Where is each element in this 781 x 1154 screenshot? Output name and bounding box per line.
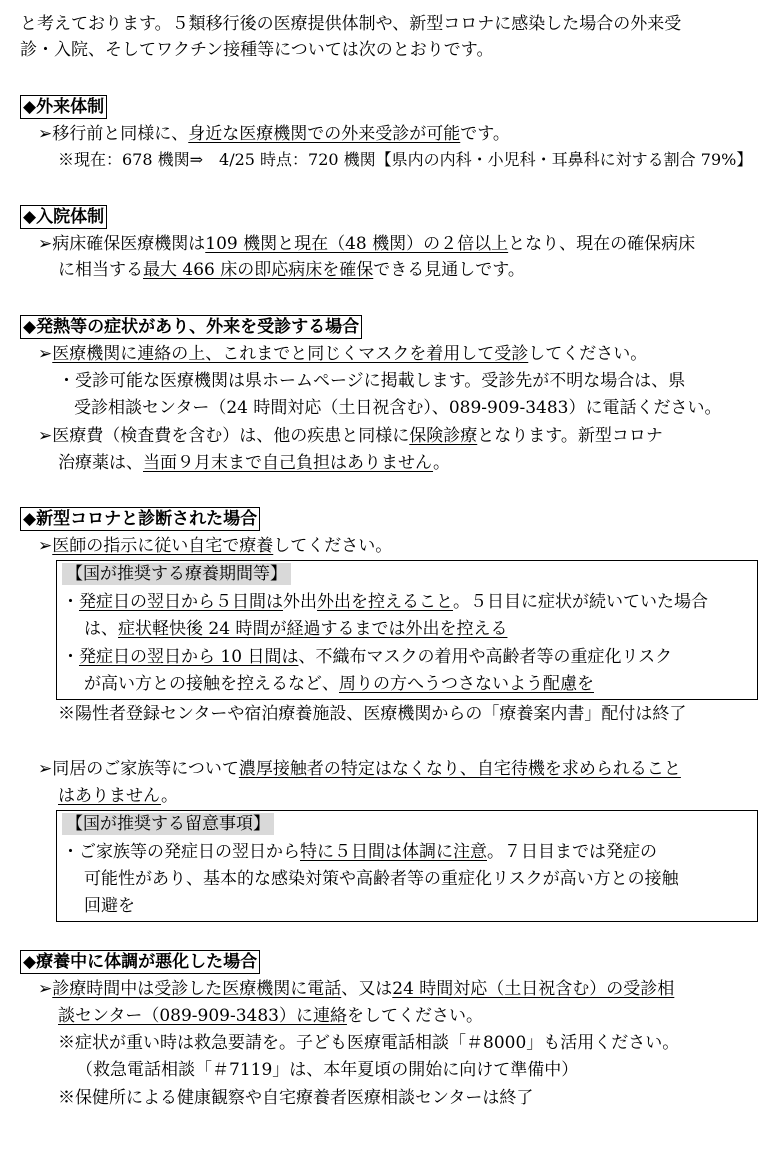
text: してください。: [273, 536, 393, 556]
underlined-text: 診療時間中は受診した医療機関に電話: [52, 979, 342, 999]
heading-diagnosed: ◆新型コロナと診断された場合: [20, 507, 260, 531]
intro-line-2: 診・入院、そしてワクチン接種等については次のとおりです。: [20, 40, 494, 60]
outpatient-note: ※現在：678 機関⇒ 4/25 時点：720 機関【県内の内科・小児科・耳鼻科に対する割合 79%】: [58, 150, 753, 169]
text: となり、現在の確保病床: [508, 234, 696, 254]
outpatient-bullet-1: [38, 122, 510, 146]
worsened-note-2: （救急電話相談「＃7119」は、本年夏頃の開始に向けて準備中）: [76, 1060, 579, 1080]
box1-item-1-line-2: [84, 617, 507, 641]
worsened-line-1: [38, 977, 674, 1001]
text: してください。: [528, 344, 648, 364]
box1-item-1-line-1: [62, 590, 708, 614]
box2-line-3: 回避を: [84, 896, 135, 916]
text: 、不織布マスクの着用や高齢者等の重症化リスク: [298, 647, 673, 667]
fever-bullet-2-line-1: [38, 424, 663, 448]
underlined-text: 身近な医療機関での外来受診が可能: [188, 124, 461, 144]
underlined-text: 医師の指示に従い自宅で療養: [52, 536, 274, 556]
underlined-text: 当面９月末まで自己負担はありません: [143, 453, 434, 473]
inpatient-line-1: [38, 232, 695, 256]
underlined-text: 談センター（089-909-3483）に連絡: [58, 1006, 347, 1026]
fever-bullet-1: [38, 342, 647, 366]
text: 。５日目に症状が続いていた場合: [453, 592, 708, 612]
text: となります。新型コロナ: [477, 426, 663, 446]
fever-sub-line-1: ・受診可能な医療機関は県ホームページに掲載します。受診先が不明な場合は、県: [58, 371, 686, 391]
text: ・: [62, 592, 79, 612]
text: が高い方との接触を控えるなど、: [84, 674, 339, 694]
box2-line-2: 可能性があり、基本的な感染対策や高齢者等の重症化リスクが高い方との接触: [84, 869, 679, 889]
underlined-text: 109 機関と現在（48 機関）の２倍以上: [205, 234, 509, 254]
text: ・: [62, 647, 79, 667]
underlined-text: 保険診療: [409, 426, 478, 446]
heading-outpatient: ◆外来体制: [20, 95, 107, 119]
text: 治療薬は、: [58, 453, 143, 473]
underlined-text: 発症日の翌日から５日間は: [79, 592, 283, 612]
text: ➢移行前と同様に、: [38, 124, 189, 144]
underlined-text: 最大 466 床の即応病床を確保: [143, 260, 374, 280]
text: ➢医療費（検査費を含む）は、他の疾患と同様に: [38, 426, 410, 446]
text: に相当する: [58, 260, 143, 280]
worsened-note-3: ※保健所による健康観察や自宅療養者医療相談センターは終了: [58, 1088, 534, 1108]
heading-worsened: ◆療養中に体調が悪化した場合: [20, 950, 260, 974]
text: をしてください。: [346, 1006, 483, 1026]
box1-item-2-line-1: [62, 645, 672, 669]
diagnosed-bullet-2-line-2: [58, 784, 178, 808]
text: ➢: [38, 344, 53, 364]
fever-bullet-2-line-2: [58, 451, 450, 475]
text: です。: [460, 124, 510, 144]
underlined-text: はありません: [58, 786, 162, 806]
recommended-period-box-title: 【国が推奨する療養期間等】: [62, 563, 291, 585]
worsened-note-1: ※症状が重い時は救急要請を。子ども医療電話相談「＃8000」も活用ください。: [58, 1033, 680, 1053]
box1-item-2-line-2: [84, 672, 594, 696]
diagnosed-bullet-2-line-1: [38, 757, 681, 781]
fever-sub-line-2: 受診相談センター（24 時間対応（土日祝含む）、089-909-3483）に電話ください。: [74, 398, 722, 418]
inpatient-line-2: [58, 258, 525, 282]
diagnosed-note: ※陽性者登録センターや宿泊療養施設、医療機関からの「療養案内書」配付は終了: [58, 704, 687, 724]
underlined-text: 医療機関に連絡の上、これまでと同じくマスクを着用して受診: [52, 344, 529, 364]
text: 。７日目までは発症の: [487, 842, 657, 862]
underlined-text: 外出を控えること: [317, 592, 453, 612]
text: 。: [433, 453, 451, 473]
underlined-text: 濃厚接触者の特定はなくなり、自宅待機を求められること: [238, 759, 681, 779]
box2-line-1: [62, 840, 657, 864]
underlined-text: 症状軽快後 24 時間が経過するまでは外出を控える: [118, 619, 508, 639]
intro-line-1: と考えております。５類移行後の医療提供体制や、新型コロナに感染した場合の外来受: [20, 14, 682, 34]
text: ➢: [38, 979, 53, 999]
text: ➢病床確保医療機関は: [38, 234, 206, 254]
text: ➢同居のご家族等について: [38, 759, 239, 779]
text: できる見通しです。: [373, 260, 525, 280]
heading-fever: ◆発熱等の症状があり、外来を受診する場合: [20, 315, 362, 339]
underlined-text: 特に５日間は体調に注意: [300, 842, 487, 862]
underlined-text: 24 時間対応（土日祝含む）の受診相: [392, 979, 675, 999]
precautions-box-title: 【国が推奨する留意事項】: [62, 813, 274, 835]
text: ・ご家族等の発症日の翌日から: [62, 842, 300, 862]
worsened-line-2: [58, 1004, 483, 1028]
text: は、: [84, 619, 118, 639]
text: 。: [161, 786, 179, 806]
diagnosed-bullet-1: [38, 534, 392, 558]
underlined-text: 発症日の翌日から 10 日間は: [79, 647, 299, 667]
underlined-text: 周りの方へうつさないよう配慮を: [339, 674, 594, 694]
heading-inpatient: ◆入院体制: [20, 205, 107, 229]
text: 、又は: [341, 979, 393, 999]
text: ➢: [38, 536, 53, 556]
text: 外出: [283, 592, 317, 612]
